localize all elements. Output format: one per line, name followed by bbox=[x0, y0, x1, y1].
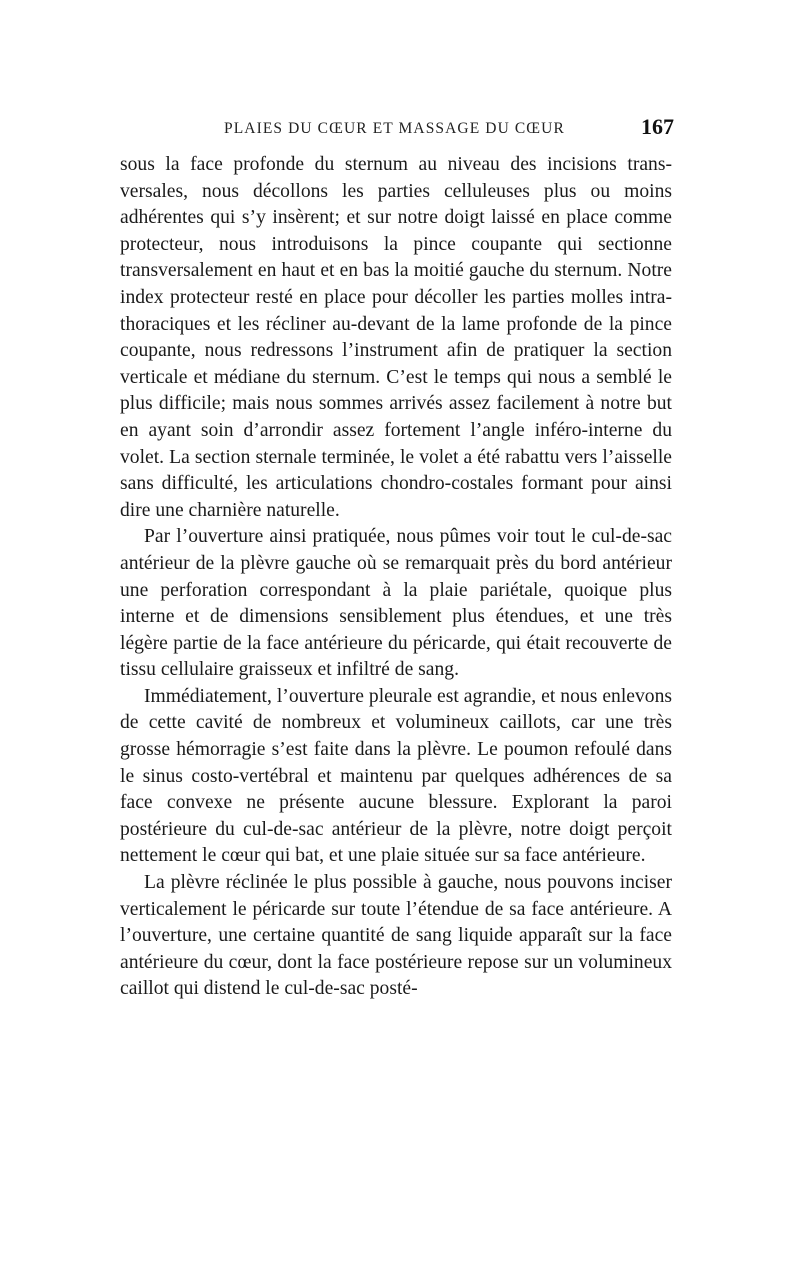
paragraph: Par l’ouverture ainsi pratiquée, nous pûmes voir tout le cul-de-sac antérieur de la plèvre gauche où se remarquait près du bord antérieur une perforation correspondant à la plaie pariétale, quoique plus interne et de dimensions sensiblement plus étendues, et une très légère partie de la face antérieure du péricarde, qui était recouverte de tissu cellulaire graisseux et infiltré de sang. bbox=[120, 526, 672, 681]
paragraph-continuation: sous la face profonde du sternum au niveau des incisions transversales, nous décollons les parties celluleuses plus ou moins adhérentes qui s’y insèrent; et sur notre doigt laissé en place comme protecteur, nous introduisons la pince coupante qui sectionne transversalement en haut et en bas la moitié gauche du sternum. Notre index protecteur resté en place pour décoller les parties molles intra-thoraciques et les récliner au-devant de la lame profonde de la pince coupante, nous redressons l’instrument afin de pratiquer la section verticale et médiane du sternum. C’est le temps qui nous a semblé le plus difficile; mais nous sommes arrivés assez facilement à notre but en ayant soin d’arrondir assez fortement l’angle inféro-interne du volet. La section sternale terminée, le volet a été rabattu vers l’aisselle sans difficulté, les articulations chondro-costales formant pour ainsi dire une charnière naturelle. bbox=[120, 154, 672, 521]
paragraph: Immédiatement, l’ouverture pleurale est agrandie, et nous enlevons de cette cavité de nombreux et volumineux caillots, car une très grosse hémorragie s’est faite dans la plèvre. Le poumon refoulé dans le sinus costo-vertébral et maintenu par quelques adhérences de sa face convexe ne présente aucune blessure. Explorant la paroi postérieure du cul-de-sac antérieur de la plèvre, notre doigt perçoit nettement le cœur qui bat, et une plaie située sur sa face antérieure. bbox=[120, 685, 672, 867]
page-number: 167 bbox=[641, 114, 674, 139]
running-header bbox=[120, 114, 680, 144]
paragraph: La plèvre réclinée le plus possible à gauche, nous pouvons inciser verticalement le péricarde sur toute l’étendue de sa face antérieure. A l’ouverture, une certaine quantité de sang liquide apparaît sur la face antérieure du cœur, dont la face postérieure repose sur un volumineux caillot qui distend le cul-de-sac posté- bbox=[120, 872, 672, 1000]
running-title: PLAIES DU CŒUR ET MASSAGE DU CŒUR bbox=[224, 120, 565, 137]
body-text bbox=[120, 152, 672, 1003]
